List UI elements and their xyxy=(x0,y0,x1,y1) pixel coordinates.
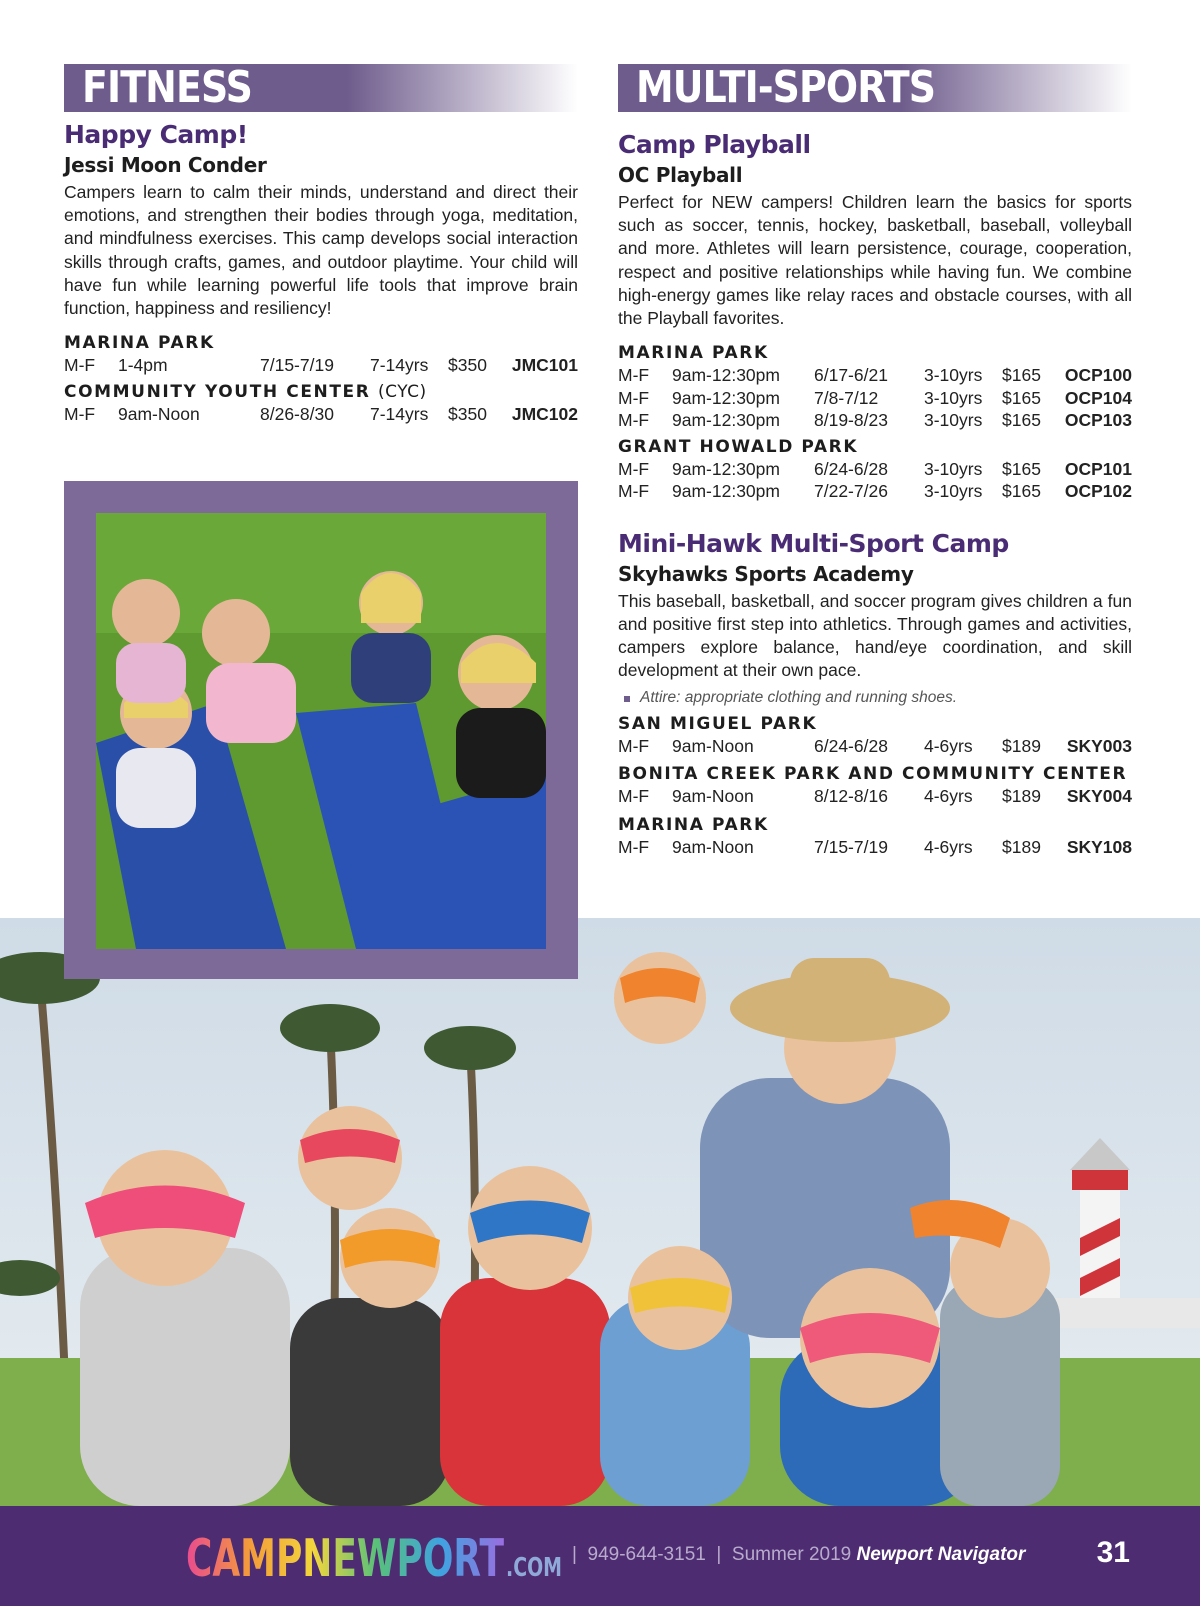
camp-listing xyxy=(618,130,1132,503)
section-title: FITNESS xyxy=(82,62,253,113)
session-row: M-F 9am-Noon 7/15-7/19 4-6yrs $189 SKY108 xyxy=(618,836,1132,857)
fitness-column xyxy=(64,64,578,425)
session-row: M-F 9am-12:30pm 7/22-7/26 3-10yrs $165 OCP102 xyxy=(618,481,1132,502)
location-heading: MARINA PARK xyxy=(64,333,215,354)
course-code: OCP100 xyxy=(1064,365,1132,386)
camp-title: Happy Camp! xyxy=(64,120,248,149)
session-row: M-F 1-4pm 7/15-7/19 7-14yrs $350 JMC101 xyxy=(64,355,578,376)
camp-description: Campers learn to calm their minds, understand and direct their emotions, and strengthen their bodies through yoga, meditation, and mindfulness exercises. This camp develops social interaction skills through crafts, games, and outdoor playtime. Your child will have fun while learning powerful life tools that improve brain function, happiness and resiliency! xyxy=(64,182,578,319)
session-row: M-F 9am-Noon 8/26-8/30 7-14yrs $350 JMC102 xyxy=(64,403,578,424)
course-code: OCP101 xyxy=(1064,458,1132,479)
camp-listing xyxy=(618,529,1132,858)
campnewport-logo xyxy=(186,1528,566,1591)
course-code: OCP104 xyxy=(1064,387,1132,408)
course-code: JMC101 xyxy=(511,355,578,376)
logo-suffix: .COM xyxy=(506,1553,562,1583)
campnewport-logo-mark xyxy=(186,1528,566,1586)
camp-description: This baseball, basketball, and soccer program gives children a fun and positive first step into athletics. Through games and activities, campers explore balance, hand/eye coordination, and skill development at their own pace. xyxy=(618,590,1132,681)
location-heading: GRANT HOWALD PARK xyxy=(618,436,859,457)
fitness-section-header xyxy=(64,64,578,112)
course-code: SKY003 xyxy=(1066,735,1132,756)
kids-yoga-photo xyxy=(96,513,546,949)
footer-info: | 949-644-3151 | Summer 2019 Newport Navigator xyxy=(572,1544,1026,1565)
location-heading: MARINA PARK xyxy=(618,343,769,364)
page-footer xyxy=(0,1506,1200,1606)
camp-listing xyxy=(64,120,578,425)
location-heading: SAN MIGUEL PARK xyxy=(618,713,818,734)
yoga-photo-frame xyxy=(64,481,578,979)
camp-title: Mini-Hawk Multi-Sport Camp xyxy=(618,528,1009,558)
session-row: M-F 9am-12:30pm 7/8-7/12 3-10yrs $165 OCP104 xyxy=(618,387,1132,408)
attire-note: Attire: appropriate clothing and running shoes. xyxy=(640,689,1132,707)
session-row: M-F 9am-Noon 6/24-6/28 4-6yrs $189 SKY003 xyxy=(618,735,1132,756)
camp-provider: Jessi Moon Conder xyxy=(64,153,267,177)
camp-title: Camp Playball xyxy=(618,130,811,159)
camp-description: Perfect for NEW campers! Children learn the basics for sports such as soccer, tennis, hockey, basketball, baseball, volleyball and more. Athletes will learn persistence, courage, cooperation, respect and positive relationships while having fun. We combine high-energy games like relay races and obstacle courses, with all the Playball favorites. xyxy=(618,192,1132,329)
campers-photo-illustration xyxy=(0,918,1200,1506)
session-row: M-F 9am-12:30pm 6/24-6/28 3-10yrs $165 OCP101 xyxy=(618,458,1132,479)
multisports-section-header xyxy=(618,64,1132,112)
section-title: MULTI-SPORTS xyxy=(636,62,936,113)
issue-label: Summer 2019 xyxy=(731,1544,852,1565)
logo-wordmark: CAMPNEWPORT xyxy=(186,1529,505,1586)
course-code: OCP102 xyxy=(1064,481,1132,502)
camp-provider: Skyhawks Sports Academy xyxy=(618,561,914,586)
page-number: 31 xyxy=(1096,1536,1130,1569)
location-heading: BONITA CREEK PARK AND COMMUNITY CENTER xyxy=(618,764,1128,785)
camp-provider: OC Playball xyxy=(618,163,743,187)
multisports-column xyxy=(618,64,1132,858)
phone-number: 949-644-3151 xyxy=(587,1544,706,1565)
kids-yoga-illustration xyxy=(96,513,546,949)
session-row: M-F 9am-12:30pm 6/17-6/21 3-10yrs $165 OCP100 xyxy=(618,365,1132,386)
location-heading: MARINA PARK xyxy=(618,814,769,835)
campers-masks-photo xyxy=(0,918,1200,1506)
location-heading: COMMUNITY YOUTH CENTER (CYC) xyxy=(64,381,427,402)
session-row: M-F 9am-12:30pm 8/19-8/23 3-10yrs $165 OCP103 xyxy=(618,410,1132,431)
publication-name: Newport Navigator xyxy=(856,1544,1026,1565)
session-row: M-F 9am-Noon 8/12-8/16 4-6yrs $189 SKY004 xyxy=(618,786,1132,807)
course-code: JMC102 xyxy=(511,403,578,424)
course-code: SKY004 xyxy=(1066,786,1132,807)
course-code: OCP103 xyxy=(1064,410,1132,431)
course-code: SKY108 xyxy=(1066,836,1132,857)
